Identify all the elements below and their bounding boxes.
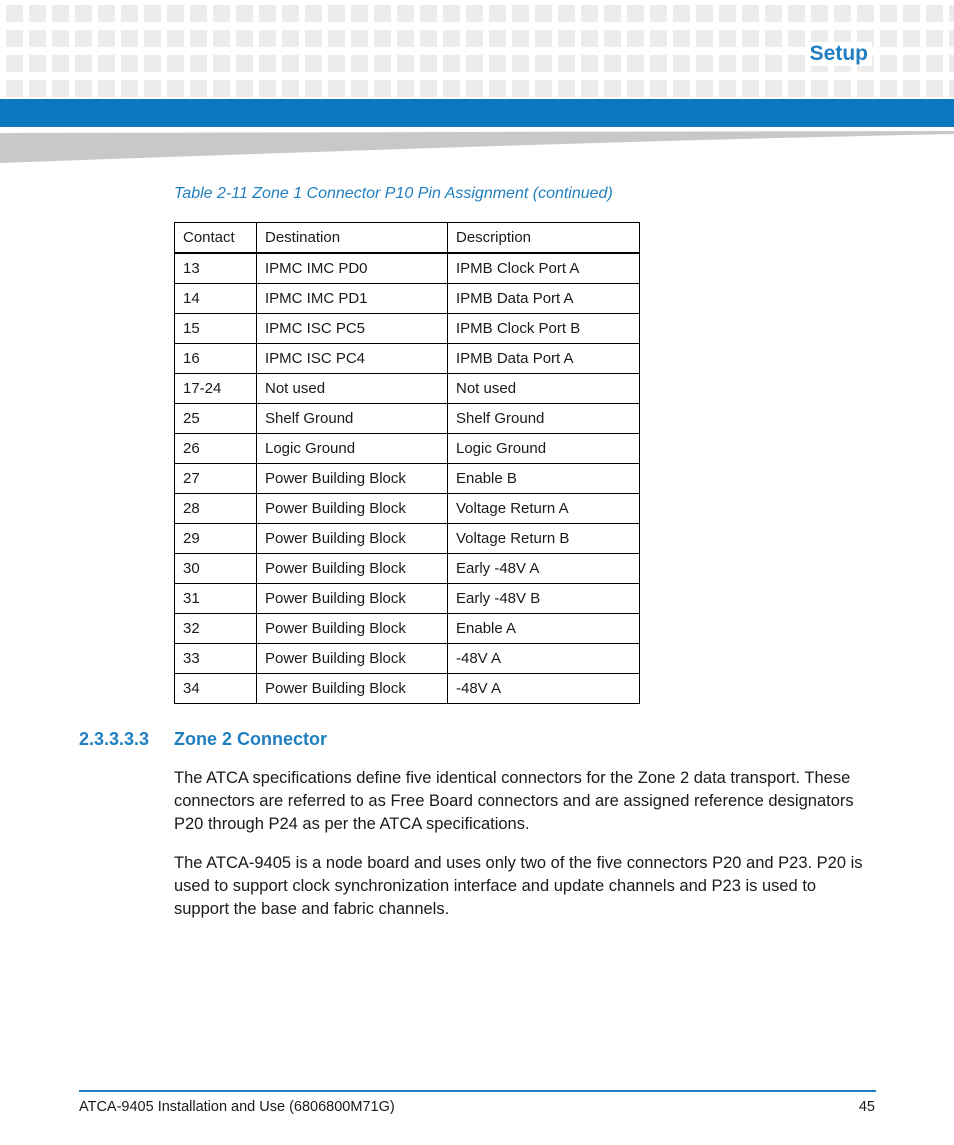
pattern-square	[374, 80, 391, 97]
pattern-square	[190, 55, 207, 72]
pattern-square	[190, 5, 207, 22]
pattern-square	[765, 30, 782, 47]
cell-destination: Power Building Block	[257, 674, 448, 704]
cell-destination: Power Building Block	[257, 524, 448, 554]
pattern-square	[397, 80, 414, 97]
cell-destination: IPMC ISC PC4	[257, 344, 448, 374]
cell-description: IPMB Data Port A	[448, 344, 640, 374]
cell-contact: 34	[175, 674, 257, 704]
pattern-square	[719, 55, 736, 72]
pattern-square	[949, 5, 954, 22]
pattern-square	[719, 80, 736, 97]
pattern-square	[6, 55, 23, 72]
cell-destination: IPMC IMC PD1	[257, 284, 448, 314]
table-row	[175, 253, 640, 284]
pattern-square	[857, 5, 874, 22]
pattern-square	[144, 80, 161, 97]
pattern-square	[811, 5, 828, 22]
pattern-square	[788, 30, 805, 47]
pattern-square	[167, 80, 184, 97]
pattern-square	[788, 5, 805, 22]
cell-description: IPMB Clock Port A	[448, 253, 640, 284]
pattern-square	[558, 55, 575, 72]
table-row	[175, 434, 640, 464]
pattern-square	[512, 30, 529, 47]
section-number: 2.3.3.3.3	[79, 729, 150, 749]
pattern-square	[558, 5, 575, 22]
pattern-square	[29, 30, 46, 47]
pattern-square	[604, 55, 621, 72]
pattern-square	[52, 5, 69, 22]
pattern-square	[213, 80, 230, 97]
section-title: Setup	[806, 42, 872, 66]
pattern-square	[305, 5, 322, 22]
section-heading	[79, 729, 327, 750]
pattern-square	[650, 5, 667, 22]
pattern-square	[489, 5, 506, 22]
footer-rule	[79, 1090, 876, 1092]
pattern-square	[374, 5, 391, 22]
pattern-square	[75, 55, 92, 72]
pattern-square	[627, 5, 644, 22]
table-caption: Table 2-11 Zone 1 Connector P10 Pin Assignment (continued)	[174, 185, 613, 202]
pattern-square	[282, 55, 299, 72]
cell-destination: IPMC ISC PC5	[257, 314, 448, 344]
pattern-square	[788, 80, 805, 97]
pattern-square	[167, 30, 184, 47]
pattern-square	[788, 55, 805, 72]
cell-destination: Power Building Block	[257, 464, 448, 494]
body-paragraph-2: The ATCA-9405 is a node board and uses only two of the five connectors P20 and P23. P20 is used to support clock synchronization interface and update channels and P23 is used to support the base and fabric channels.	[174, 854, 863, 918]
pattern-square	[6, 5, 23, 22]
pattern-square	[282, 80, 299, 97]
table-row	[175, 614, 640, 644]
cell-description: IPMB Clock Port B	[448, 314, 640, 344]
pattern-square	[604, 5, 621, 22]
table-row	[175, 404, 640, 434]
pattern-square	[75, 30, 92, 47]
pattern-square	[52, 55, 69, 72]
pattern-square	[351, 80, 368, 97]
pattern-square	[926, 30, 943, 47]
cell-contact: 32	[175, 614, 257, 644]
pattern-square	[489, 55, 506, 72]
cell-contact: 16	[175, 344, 257, 374]
pattern-square	[190, 30, 207, 47]
cell-description: IPMB Data Port A	[448, 284, 640, 314]
pattern-square	[167, 5, 184, 22]
pattern-square	[604, 80, 621, 97]
pattern-square	[259, 30, 276, 47]
pattern-square	[282, 5, 299, 22]
pattern-square	[167, 55, 184, 72]
cell-description: -48V A	[448, 674, 640, 704]
table-row	[175, 344, 640, 374]
header-band	[0, 99, 954, 127]
pattern-square	[420, 5, 437, 22]
pattern-square	[328, 30, 345, 47]
pattern-square	[581, 80, 598, 97]
pattern-square	[75, 5, 92, 22]
pattern-square	[903, 30, 920, 47]
table-row	[175, 494, 640, 524]
pattern-square	[443, 5, 460, 22]
pattern-square	[926, 80, 943, 97]
column-header-description: Description	[448, 223, 640, 254]
pattern-square	[903, 80, 920, 97]
pattern-square	[512, 5, 529, 22]
pattern-square	[627, 55, 644, 72]
cell-destination: Power Building Block	[257, 494, 448, 524]
pattern-square	[29, 5, 46, 22]
pattern-square	[466, 80, 483, 97]
table-row	[175, 524, 640, 554]
pattern-square	[397, 55, 414, 72]
cell-description: Voltage Return A	[448, 494, 640, 524]
table-row	[175, 464, 640, 494]
pattern-square	[466, 55, 483, 72]
cell-description: Not used	[448, 374, 640, 404]
pattern-square	[696, 80, 713, 97]
section-heading-title: Zone 2 Connector	[174, 729, 328, 749]
pattern-square	[811, 80, 828, 97]
pattern-square	[535, 80, 552, 97]
cell-contact: 17-24	[175, 374, 257, 404]
pin-assignment-table	[174, 222, 640, 704]
pattern-square	[6, 80, 23, 97]
pattern-square	[29, 80, 46, 97]
pattern-square	[949, 80, 954, 97]
pattern-square	[121, 80, 138, 97]
cell-destination: Logic Ground	[257, 434, 448, 464]
pattern-square	[29, 55, 46, 72]
pattern-square	[926, 5, 943, 22]
pattern-square	[627, 30, 644, 47]
pattern-square	[75, 80, 92, 97]
pattern-square	[213, 5, 230, 22]
pattern-square	[305, 80, 322, 97]
pattern-square	[397, 30, 414, 47]
pattern-square	[489, 30, 506, 47]
pattern-square	[949, 30, 954, 47]
pattern-square	[834, 5, 851, 22]
pattern-square	[420, 30, 437, 47]
cell-destination: Shelf Ground	[257, 404, 448, 434]
pattern-square	[512, 80, 529, 97]
pattern-square	[535, 55, 552, 72]
pattern-square	[213, 30, 230, 47]
table-row	[175, 314, 640, 344]
pattern-square	[351, 55, 368, 72]
pattern-square	[765, 5, 782, 22]
cell-destination: Power Building Block	[257, 584, 448, 614]
pattern-square	[259, 55, 276, 72]
cell-description: Enable A	[448, 614, 640, 644]
pattern-square	[144, 30, 161, 47]
table-row	[175, 584, 640, 614]
pattern-square	[190, 80, 207, 97]
pattern-square	[466, 30, 483, 47]
pattern-square	[259, 5, 276, 22]
pattern-square	[236, 5, 253, 22]
cell-description: Early -48V B	[448, 584, 640, 614]
pattern-square	[535, 30, 552, 47]
pattern-square	[98, 80, 115, 97]
pattern-square	[98, 30, 115, 47]
pattern-square	[213, 55, 230, 72]
pattern-square	[558, 30, 575, 47]
page-number: 45	[858, 1099, 875, 1115]
pattern-square	[765, 80, 782, 97]
pattern-square	[880, 5, 897, 22]
cell-contact: 29	[175, 524, 257, 554]
cell-description: Enable B	[448, 464, 640, 494]
pattern-square	[374, 30, 391, 47]
pattern-square	[443, 55, 460, 72]
pattern-square	[650, 30, 667, 47]
pattern-square	[581, 30, 598, 47]
pattern-square	[535, 5, 552, 22]
header-swoosh	[0, 127, 954, 167]
pattern-square	[144, 5, 161, 22]
pattern-square	[98, 5, 115, 22]
table-row	[175, 644, 640, 674]
pattern-square	[420, 55, 437, 72]
pattern-square	[650, 55, 667, 72]
pattern-square	[466, 5, 483, 22]
pattern-square	[903, 5, 920, 22]
pattern-square	[604, 30, 621, 47]
pattern-square	[236, 80, 253, 97]
pattern-square	[719, 30, 736, 47]
pattern-square	[696, 5, 713, 22]
pattern-square	[742, 55, 759, 72]
cell-description: -48V A	[448, 644, 640, 674]
pattern-square	[397, 5, 414, 22]
cell-contact: 30	[175, 554, 257, 584]
pattern-square	[236, 30, 253, 47]
cell-contact: 15	[175, 314, 257, 344]
cell-description: Early -48V A	[448, 554, 640, 584]
pattern-square	[880, 30, 897, 47]
cell-destination: Power Building Block	[257, 614, 448, 644]
pattern-square	[834, 80, 851, 97]
pattern-square	[742, 80, 759, 97]
column-header-destination: Destination	[257, 223, 448, 254]
pattern-square	[880, 80, 897, 97]
pattern-square	[558, 80, 575, 97]
pattern-square	[696, 55, 713, 72]
pattern-square	[420, 80, 437, 97]
pattern-square	[351, 5, 368, 22]
cell-description: Voltage Return B	[448, 524, 640, 554]
table-row	[175, 374, 640, 404]
cell-contact: 14	[175, 284, 257, 314]
pattern-square	[581, 5, 598, 22]
cell-contact: 25	[175, 404, 257, 434]
table-row	[175, 674, 640, 704]
cell-contact: 31	[175, 584, 257, 614]
pattern-square	[627, 80, 644, 97]
pattern-square	[673, 55, 690, 72]
pattern-square	[512, 55, 529, 72]
cell-description: Shelf Ground	[448, 404, 640, 434]
body-paragraph-1: The ATCA specifications define five identical connectors for the Zone 2 data transport. These connectors are referred to as Free Board connectors and are assigned reference designators P20 through P24 as per the ATCA specifications.	[174, 769, 854, 833]
pattern-square	[742, 30, 759, 47]
pattern-square	[719, 5, 736, 22]
cell-description: Logic Ground	[448, 434, 640, 464]
pattern-square	[259, 80, 276, 97]
pattern-square	[282, 30, 299, 47]
pattern-square	[949, 55, 954, 72]
pattern-square	[742, 5, 759, 22]
pattern-square	[857, 80, 874, 97]
pattern-square	[673, 5, 690, 22]
cell-destination: Power Building Block	[257, 554, 448, 584]
table-header-row	[175, 223, 640, 254]
cell-contact: 13	[175, 253, 257, 284]
pattern-square	[765, 55, 782, 72]
pattern-square	[121, 30, 138, 47]
pattern-square	[236, 55, 253, 72]
pattern-square	[98, 55, 115, 72]
pattern-square	[673, 80, 690, 97]
pattern-square	[328, 80, 345, 97]
pattern-square	[374, 55, 391, 72]
pattern-square	[880, 55, 897, 72]
pattern-square	[305, 30, 322, 47]
pattern-square	[144, 55, 161, 72]
pattern-square	[489, 80, 506, 97]
pattern-square	[328, 5, 345, 22]
cell-destination: Power Building Block	[257, 644, 448, 674]
pattern-square	[121, 5, 138, 22]
pattern-square	[926, 55, 943, 72]
pattern-square	[6, 30, 23, 47]
cell-contact: 33	[175, 644, 257, 674]
cell-destination: IPMC IMC PD0	[257, 253, 448, 284]
pattern-square	[581, 55, 598, 72]
pattern-square	[121, 55, 138, 72]
cell-contact: 27	[175, 464, 257, 494]
pattern-square	[443, 80, 460, 97]
cell-contact: 28	[175, 494, 257, 524]
table-row	[175, 284, 640, 314]
column-header-contact: Contact	[175, 223, 257, 254]
cell-destination: Not used	[257, 374, 448, 404]
pattern-square	[351, 30, 368, 47]
pattern-square	[52, 80, 69, 97]
pattern-square	[903, 55, 920, 72]
cell-contact: 26	[175, 434, 257, 464]
pattern-square	[443, 30, 460, 47]
pattern-square	[52, 30, 69, 47]
pattern-square	[673, 30, 690, 47]
pattern-square	[305, 55, 322, 72]
footer-doc-title: ATCA-9405 Installation and Use (6806800M71G)	[79, 1099, 395, 1115]
pattern-square	[696, 30, 713, 47]
table-row	[175, 554, 640, 584]
pattern-square	[650, 80, 667, 97]
pattern-square	[328, 55, 345, 72]
